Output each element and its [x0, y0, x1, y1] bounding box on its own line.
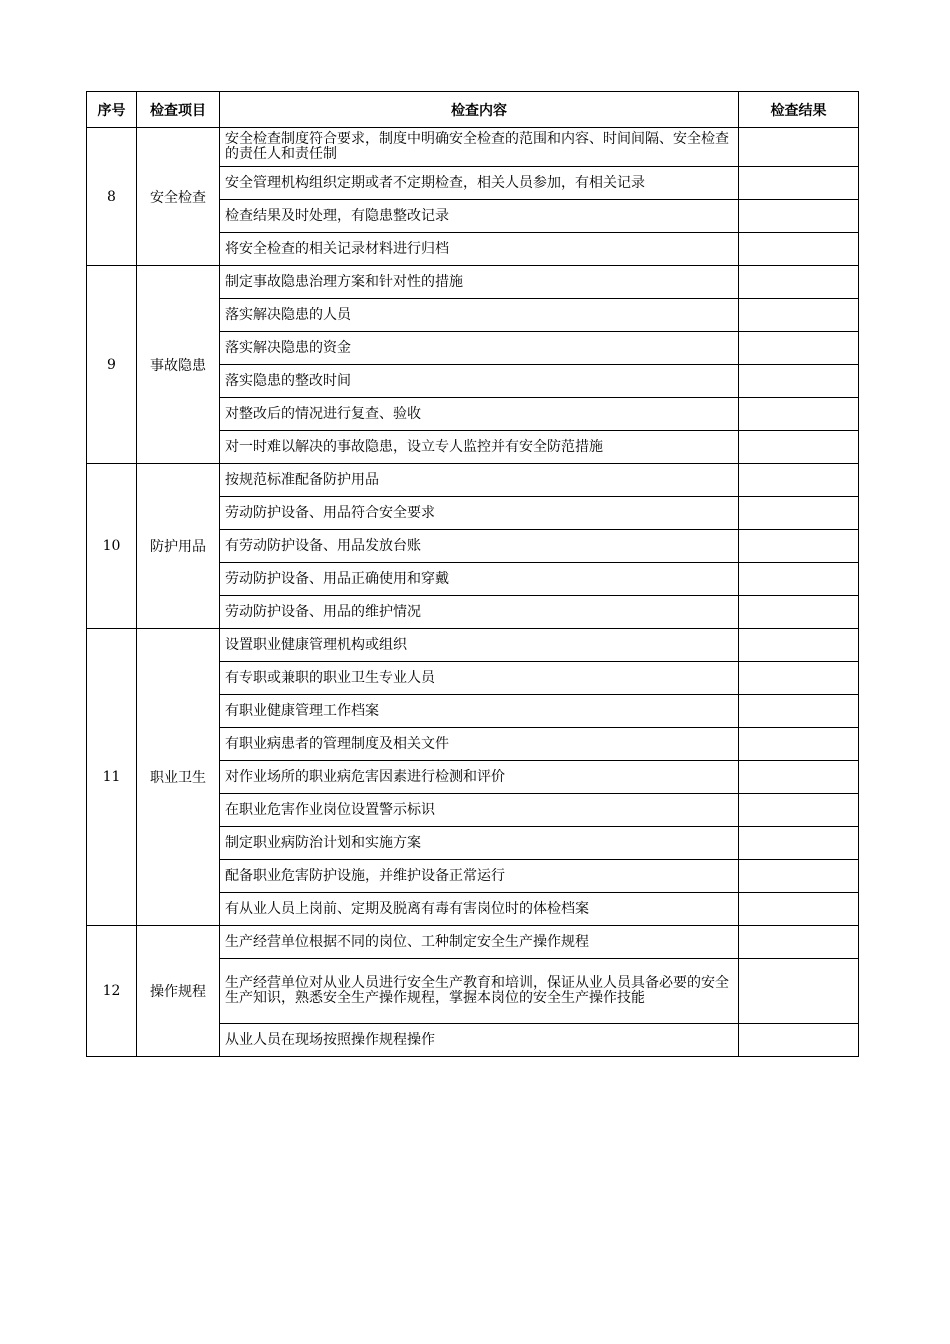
check-result-cell[interactable]: [739, 761, 859, 794]
group-item: 事故隐患: [137, 266, 220, 464]
inspection-checklist-table: [86, 91, 859, 1057]
check-result-cell[interactable]: [739, 893, 859, 926]
check-content: 制定事故隐患治理方案和针对性的措施: [220, 266, 739, 299]
check-content: 生产经营单位对从业人员进行安全生产教育和培训，保证从业人员具备必要的安全生产知识，熟悉安全生产操作规程，掌握本岗位的安全生产操作技能: [220, 959, 739, 1024]
header-result: 检查结果: [739, 92, 859, 128]
check-result-cell[interactable]: [739, 827, 859, 860]
check-content: 有从业人员上岗前、定期及脱离有毒有害岗位时的体检档案: [220, 893, 739, 926]
check-content: 安全检查制度符合要求，制度中明确安全检查的范围和内容、时间间隔、安全检查的责任人和责任制: [220, 128, 739, 167]
check-content: 有劳动防护设备、用品发放台账: [220, 530, 739, 563]
check-content: 劳动防护设备、用品正确使用和穿戴: [220, 563, 739, 596]
check-content: 有职业健康管理工作档案: [220, 695, 739, 728]
check-content: 对一时难以解决的事故隐患，设立专人监控并有安全防范措施: [220, 431, 739, 464]
check-result-cell[interactable]: [739, 794, 859, 827]
header-no: 序号: [87, 92, 137, 128]
check-content: 劳动防护设备、用品的维护情况: [220, 596, 739, 629]
group-number: 9: [87, 266, 137, 464]
inspection-checklist-sheet: [86, 91, 858, 1057]
check-result-cell[interactable]: [739, 860, 859, 893]
check-result-cell[interactable]: [739, 563, 859, 596]
check-content: 检查结果及时处理，有隐患整改记录: [220, 200, 739, 233]
check-result-cell[interactable]: [739, 200, 859, 233]
check-content: 生产经营单位根据不同的岗位、工种制定安全生产操作规程: [220, 926, 739, 959]
check-content: 安全管理机构组织定期或者不定期检查，相关人员参加，有相关记录: [220, 167, 739, 200]
group-item: 防护用品: [137, 464, 220, 629]
check-content: 落实解决隐患的资金: [220, 332, 739, 365]
group-number: 12: [87, 926, 137, 1057]
check-result-cell[interactable]: [739, 629, 859, 662]
check-content: 有职业病患者的管理制度及相关文件: [220, 728, 739, 761]
check-content: 落实隐患的整改时间: [220, 365, 739, 398]
table-row: [87, 266, 859, 299]
check-result-cell[interactable]: [739, 299, 859, 332]
check-result-cell[interactable]: [739, 959, 859, 1024]
check-content: 配备职业危害防护设施，并维护设备正常运行: [220, 860, 739, 893]
check-content: 按规范标准配备防护用品: [220, 464, 739, 497]
check-content: 设置职业健康管理机构或组织: [220, 629, 739, 662]
check-content: 劳动防护设备、用品符合安全要求: [220, 497, 739, 530]
table-row: [87, 128, 859, 167]
check-result-cell[interactable]: [739, 662, 859, 695]
group-number: 8: [87, 128, 137, 266]
check-result-cell[interactable]: [739, 233, 859, 266]
check-result-cell[interactable]: [739, 464, 859, 497]
check-result-cell[interactable]: [739, 596, 859, 629]
group-item: 安全检查: [137, 128, 220, 266]
group-number: 10: [87, 464, 137, 629]
check-result-cell[interactable]: [739, 926, 859, 959]
group-item: 操作规程: [137, 926, 220, 1057]
group-number: 11: [87, 629, 137, 926]
check-result-cell[interactable]: [739, 398, 859, 431]
check-result-cell[interactable]: [739, 266, 859, 299]
table-row: [87, 926, 859, 959]
check-content: 对整改后的情况进行复查、验收: [220, 398, 739, 431]
check-result-cell[interactable]: [739, 728, 859, 761]
check-result-cell[interactable]: [739, 128, 859, 167]
check-content: 制定职业病防治计划和实施方案: [220, 827, 739, 860]
check-result-cell[interactable]: [739, 497, 859, 530]
check-content: 在职业危害作业岗位设置警示标识: [220, 794, 739, 827]
check-content: 将安全检查的相关记录材料进行归档: [220, 233, 739, 266]
header-content: 检查内容: [220, 92, 739, 128]
check-result-cell[interactable]: [739, 332, 859, 365]
check-content: 有专职或兼职的职业卫生专业人员: [220, 662, 739, 695]
check-result-cell[interactable]: [739, 431, 859, 464]
check-content: 对作业场所的职业病危害因素进行检测和评价: [220, 761, 739, 794]
check-result-cell[interactable]: [739, 530, 859, 563]
header-row: [87, 92, 859, 128]
check-content: 从业人员在现场按照操作规程操作: [220, 1024, 739, 1057]
check-result-cell[interactable]: [739, 365, 859, 398]
header-item: 检查项目: [137, 92, 220, 128]
check-result-cell[interactable]: [739, 1024, 859, 1057]
table-row: [87, 464, 859, 497]
check-result-cell[interactable]: [739, 167, 859, 200]
check-content: 落实解决隐患的人员: [220, 299, 739, 332]
table-row: [87, 629, 859, 662]
check-result-cell[interactable]: [739, 695, 859, 728]
group-item: 职业卫生: [137, 629, 220, 926]
